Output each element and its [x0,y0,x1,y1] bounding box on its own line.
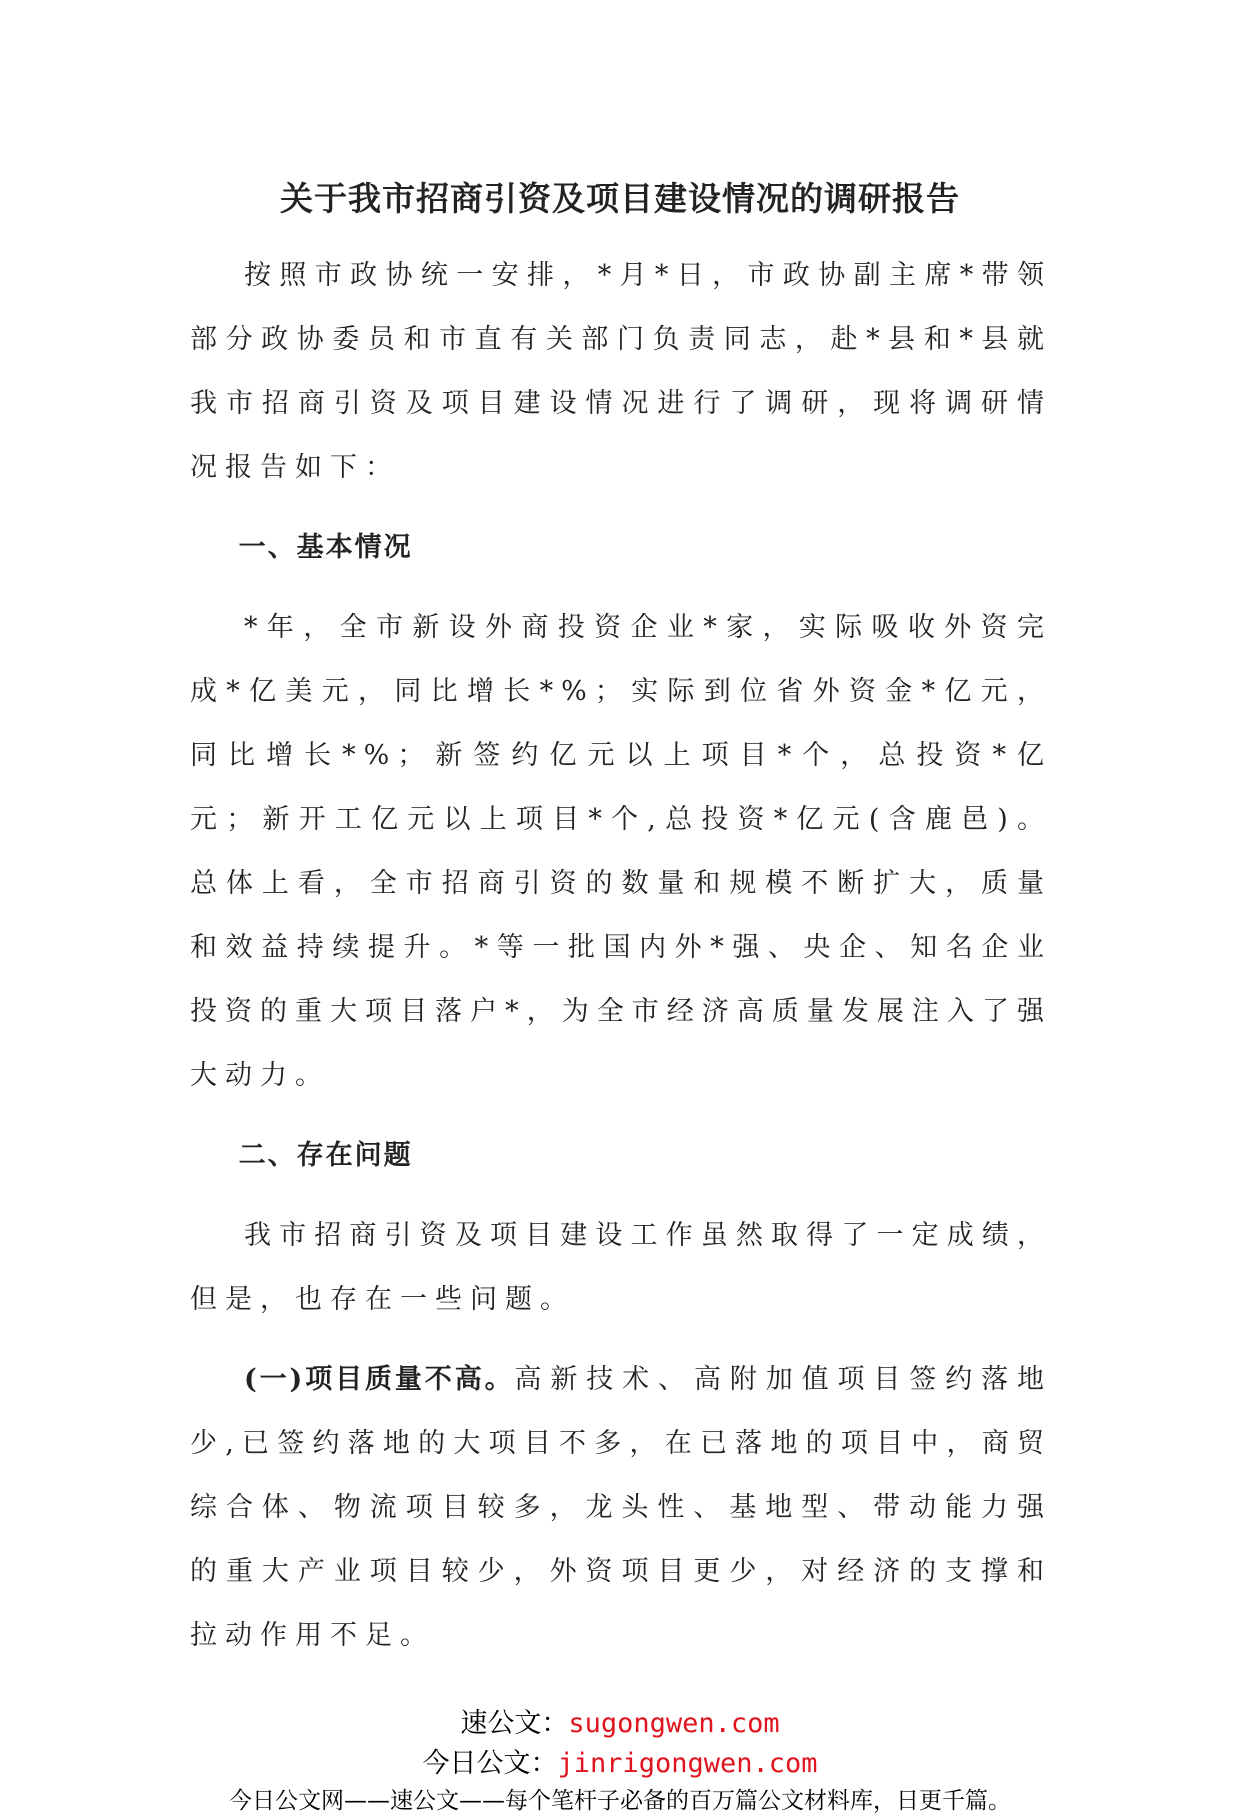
basic-situation-paragraph: *年，全市新设外商投资企业*家，实际吸收外资完成*亿美元，同比增长*%；实际到位省外资金*亿元，同比增长*%；新签约亿元以上项目*个，总投资*亿元；新开工亿元以上项目*个,总投资*亿元(含鹿邑)。总体上看，全市招商引资的数量和规模不断扩大，质量和效益持续提升。*等一批国内外*强、央企、知名企业投资的重大项目落户*，为全市经济高质量发展注入了强大动力。 [190,612,1052,1091]
footer-sugongwen [0,1704,1240,1744]
problems-intro-paragraph: 我市招商引资及项目建设工作虽然取得了一定成绩，但是，也存在一些问题。 [190,1220,1052,1315]
problem1-lead: (一)项目质量不高。 [244,1364,515,1395]
footer-label-2: 今日公文： [422,1748,558,1779]
footer [0,1684,1240,1818]
sugongwen-link[interactable]: sugongwen.com [568,1708,780,1739]
section-heading-basic: 一、基本情况 [238,532,413,563]
problem1-paragraph [190,1348,1052,1668]
document-body [190,244,1052,1684]
intro-paragraph: 按照市政协统一安排，*月*日，市政协副主席*带领部分政协委员和市直有关部门负责同志，赴*县和*县就我市招商引资及项目建设情况进行了调研，现将调研情况报告如下： [190,260,1052,483]
page-column [0,244,1240,1818]
problem1-body: 高新技术、高附加值项目签约落地少,已签约落地的大项目不多，在已落地的项目中，商贸综合体、物流项目较多，龙头性、基地型、带动能力强的重大产业项目较少，外资项目更少，对经济的支撑和拉动作用不足。 [190,1364,1052,1651]
section-heading-problems: 二、存在问题 [238,1140,413,1171]
footer-jinrigongwen [0,1744,1240,1784]
document-title: 关于我市招商引资及项目建设情况的调研报告 [280,179,960,218]
footer-slogan: 今日公文网——速公文——每个笔杆子必备的百万篇公文材料库，日更千篇。 [229,1788,1011,1814]
jinrigongwen-link[interactable]: jinrigongwen.com [557,1748,818,1779]
footer-label-1: 速公文： [460,1708,569,1739]
